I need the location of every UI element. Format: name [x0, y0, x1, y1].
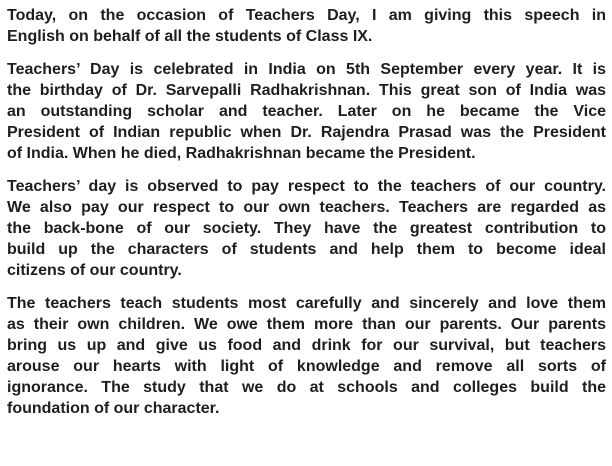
text-line: an outstanding scholar and teacher. Later on he became the Vice [7, 103, 606, 120]
text-line: English on behalf of all the students of Class IX. [7, 28, 373, 45]
paragraph-intro [7, 5, 606, 47]
text-line: Teachers’ Day is celebrated in India on 5th September every year. It is [7, 61, 606, 78]
paragraph-history [7, 59, 606, 164]
text-line: the back-bone of our society. They have the greatest contribution to [7, 220, 606, 237]
text-line: The teachers teach students most carefully and sincerely and love them [7, 295, 606, 312]
text-line: President of Indian republic when Dr. Rajendra Prasad was the President [7, 124, 606, 141]
text-line: We also pay our respect to our own teachers. Teachers are regarded as [7, 199, 606, 216]
text-line: citizens of our country. [7, 262, 182, 279]
text-line: as their own children. We owe them more than our parents. Our parents [7, 316, 606, 333]
text-line: the birthday of Dr. Sarvepalli Radhakrishnan. This great son of India was [7, 82, 606, 99]
text-line: foundation of our character. [7, 400, 220, 417]
text-line: build up the characters of students and help them to become ideal [7, 241, 606, 258]
paragraph-respect [7, 176, 606, 281]
text-line: arouse our hearts with light of knowledge and remove all sorts of [7, 358, 606, 375]
text-line: Today, on the occasion of Teachers Day, I am giving this speech in [7, 7, 606, 24]
text-line: of India. When he died, Radhakrishnan became the President. [7, 145, 476, 162]
text-line: ignorance. The study that we do at schools and colleges build the [7, 379, 606, 396]
text-line: Teachers’ day is observed to pay respect to the teachers of our country. [7, 178, 606, 195]
paragraph-teaching [7, 293, 606, 419]
text-line: bring us up and give us food and drink for our survival, but teachers [7, 337, 606, 354]
